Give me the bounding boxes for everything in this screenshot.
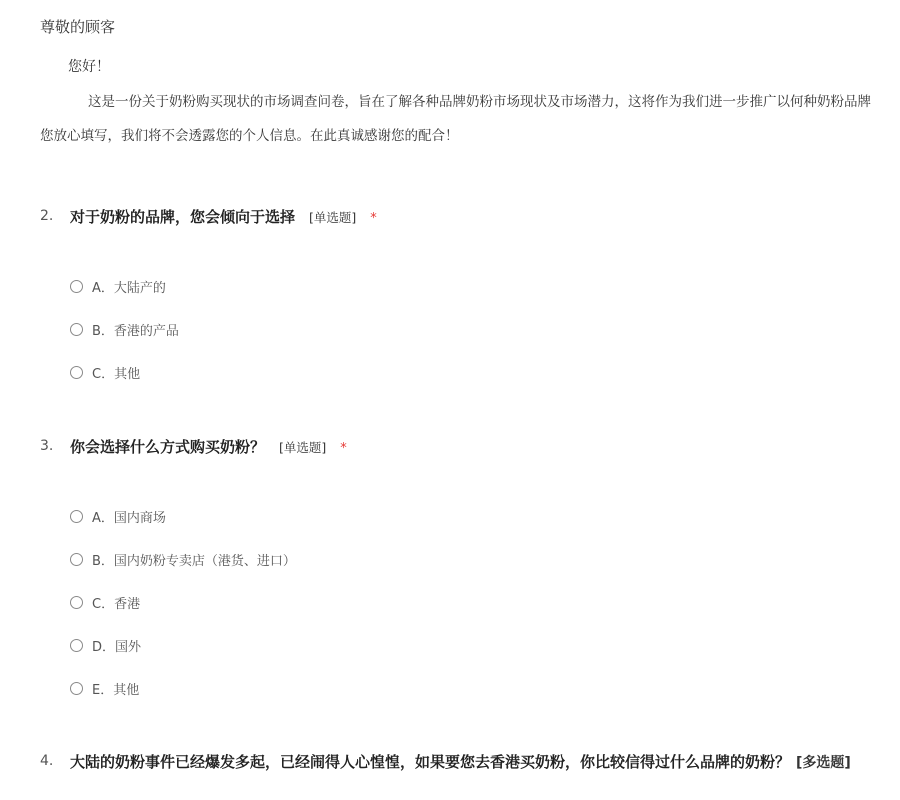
option-q3-e[interactable] bbox=[70, 678, 139, 698]
question-title bbox=[70, 751, 851, 772]
intro-paragraph-line1: 这是一份关于奶粉购买现状的市场调查问卷，旨在了解各种品牌奶粉市场现状及市场潜力，这将作为我们进一步推广以何种奶粉品牌 bbox=[88, 94, 871, 110]
option-label: E．其他 bbox=[92, 682, 140, 698]
question-type-tag: [多选题] bbox=[796, 755, 851, 771]
option-label: D．国外 bbox=[92, 639, 142, 655]
radio-button[interactable] bbox=[70, 639, 83, 652]
radio-button[interactable] bbox=[70, 682, 83, 695]
question-title bbox=[70, 436, 347, 457]
option-q3-b[interactable] bbox=[70, 549, 296, 569]
option-label: C．其他 bbox=[92, 366, 141, 382]
radio-button[interactable] bbox=[70, 553, 83, 566]
option-q3-c[interactable] bbox=[70, 592, 140, 612]
intro-paragraph-line2: 您放心填写，我们将不会透露您的个人信息。在此真诚感谢您的配合！ bbox=[40, 128, 459, 144]
option-label: B．国内奶粉专卖店（港货、进口） bbox=[92, 553, 296, 569]
radio-button[interactable] bbox=[70, 596, 83, 609]
option-label: C．香港 bbox=[92, 596, 141, 612]
question-title-text: 你会选择什么方式购买奶粉？ bbox=[70, 438, 266, 456]
question-title bbox=[70, 206, 377, 227]
question-title-text: 大陆的奶粉事件已经爆发多起，已经闹得人心惶惶，如果要您去香港买奶粉，你比较信得过什么品牌的奶粉？ bbox=[70, 753, 791, 771]
option-label: B．香港的产品 bbox=[92, 323, 179, 339]
option-label: A．大陆产的 bbox=[92, 280, 166, 296]
option-q3-a[interactable] bbox=[70, 506, 166, 526]
radio-button[interactable] bbox=[70, 366, 83, 379]
required-mark: * bbox=[340, 441, 347, 456]
option-label: A．国内商场 bbox=[92, 510, 166, 526]
required-mark: * bbox=[370, 211, 377, 226]
greeting-text: 尊敬的顾客 bbox=[40, 18, 116, 36]
radio-button[interactable] bbox=[70, 323, 83, 336]
question-number: 4. bbox=[40, 753, 54, 769]
question-type-tag: [单选题] bbox=[279, 440, 327, 455]
option-q2-c[interactable] bbox=[70, 362, 140, 382]
option-q2-a[interactable] bbox=[70, 276, 166, 296]
question-title-text: 对于奶粉的品牌，您会倾向于选择 bbox=[70, 208, 296, 226]
option-q2-b[interactable] bbox=[70, 319, 179, 339]
question-number: 3. bbox=[40, 438, 54, 454]
hello-text: 您好！ bbox=[68, 59, 110, 75]
question-type-tag: [单选题] bbox=[309, 210, 357, 225]
option-q3-d[interactable] bbox=[70, 635, 141, 655]
radio-button[interactable] bbox=[70, 280, 83, 293]
question-number: 2. bbox=[40, 208, 54, 224]
radio-button[interactable] bbox=[70, 510, 83, 523]
